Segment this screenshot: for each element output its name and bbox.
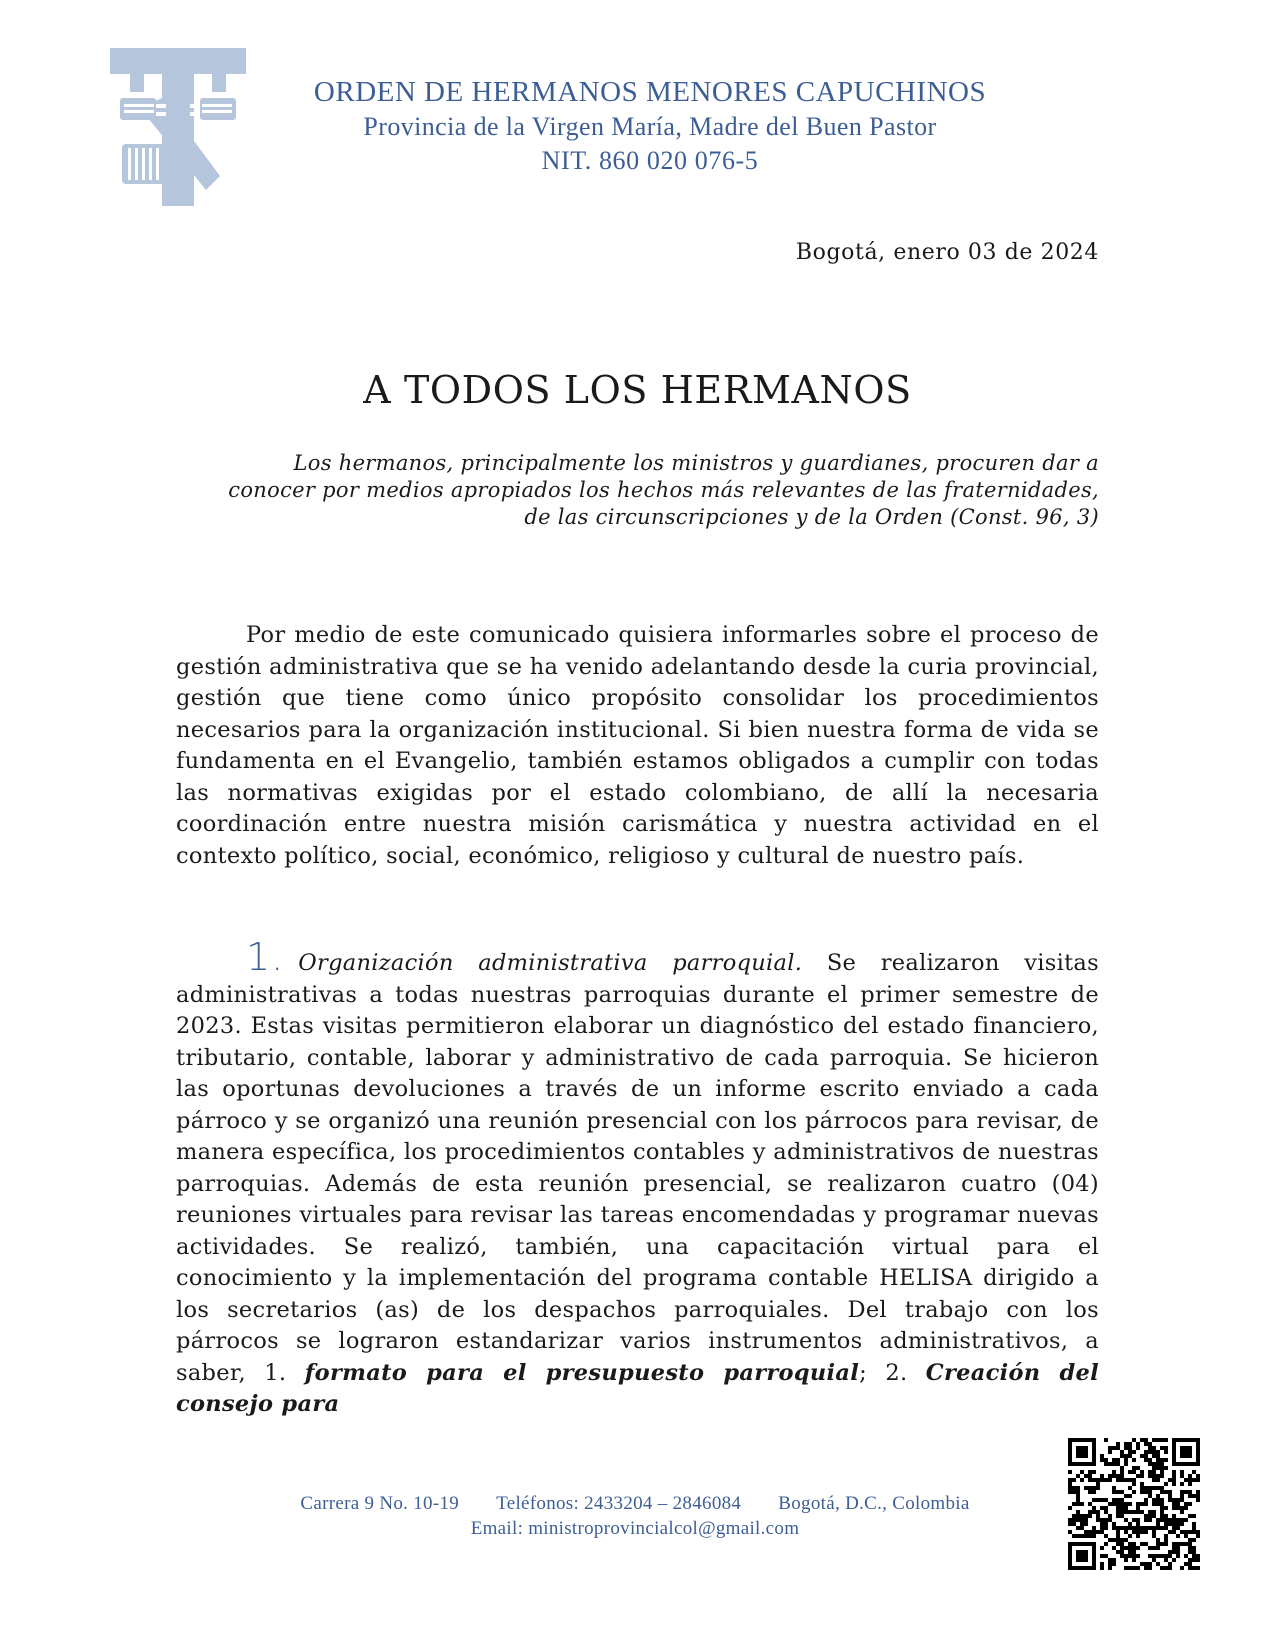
footer-address: Carrera 9 No. 10-19 bbox=[300, 1493, 460, 1514]
bold-item: Creación del consejo para bbox=[176, 1359, 1099, 1417]
epigraph-line: Los hermanos, principalmente los ministros y guardianes, procuren dar a bbox=[293, 451, 1099, 475]
epigraph-line: conocer por medios apropiados los hechos más relevantes de las fraternidades, bbox=[228, 478, 1099, 502]
footer-phones: Teléfonos: 2433204 – 2846084 bbox=[496, 1493, 742, 1514]
section-heading: Organización administrativa parroquial. bbox=[298, 950, 803, 976]
qr-code-icon bbox=[1068, 1438, 1200, 1570]
letter-date: Bogotá, enero 03 de 2024 bbox=[795, 240, 1099, 265]
section-text: Se realizaron visitas administrativas a todas nuestras parroquias durante el primer semestre de 2023. Estas visitas permitieron elaborar un diagnóstico del estado financiero, tributario, contable, laborar y administrativo de cada parroquia. Se hicieron las oportunas devoluciones a través de un informe escrito enviado a cada párroco y se organizó una reunión presencial con los párrocos para revisar, de manera específica, los procedimientos contables y administrativos de nuestras parroquias. Además de esta reunión presencial, se realizaron cuatro (04) reuniones virtuales para revisar las tareas encomendadas y programar nuevas actividades. Se realizó, también, una capacitación virtual para el conocimiento y la implementación del programa contable HELISA dirigido a los secretarios (as) de los despachos parroquiales. Del trabajo con los párrocos se lograron estandarizar varios instrumentos administrativos, a saber, 1. bbox=[176, 950, 1099, 1386]
letter-title: A TODOS LOS HERMANOS bbox=[363, 368, 912, 412]
separator-text: ; 2. bbox=[859, 1359, 926, 1386]
tax-id: NIT. 860 020 076-5 bbox=[541, 146, 759, 175]
capuchin-tau-cross-icon bbox=[110, 48, 246, 206]
intro-paragraph: Por medio de este comunicado quisiera informarles sobre el proceso de gestión administrativa que se ha venido adelantando desde la curia provincial, gestión que tiene como único propósito consolidar los procedimientos necesarios para la organización institucional. Si bien nuestra forma de vida se fundamenta en el Evangelio, también estamos obligados a cumplir con todas las normativas exigidas por el estado colombiano, de allí la necesaria coordinación entre nuestra misión carismática y nuestra actividad en el contexto político, social, económico, religioso y cultural de nuestro país. bbox=[176, 622, 1099, 869]
footer bbox=[240, 1491, 1030, 1541]
organization-name: ORDEN DE HERMANOS MENORES CAPUCHINOS bbox=[313, 76, 987, 108]
letterhead bbox=[270, 74, 1030, 178]
epigraph bbox=[199, 450, 1099, 531]
section-number: 1. bbox=[246, 935, 285, 979]
bold-item: formato para el presupuesto parroquial bbox=[304, 1359, 860, 1386]
footer-email: Email: ministroprovincialcol@gmail.com bbox=[470, 1518, 800, 1539]
epigraph-line: de las circunscripciones y de la Orden (Const. 96, 3) bbox=[524, 505, 1099, 529]
province-name: Provincia de la Virgen María, Madre del Buen Pastor bbox=[363, 112, 937, 141]
footer-city: Bogotá, D.C., Colombia bbox=[778, 1493, 970, 1514]
section-1-paragraph bbox=[176, 935, 1099, 1421]
